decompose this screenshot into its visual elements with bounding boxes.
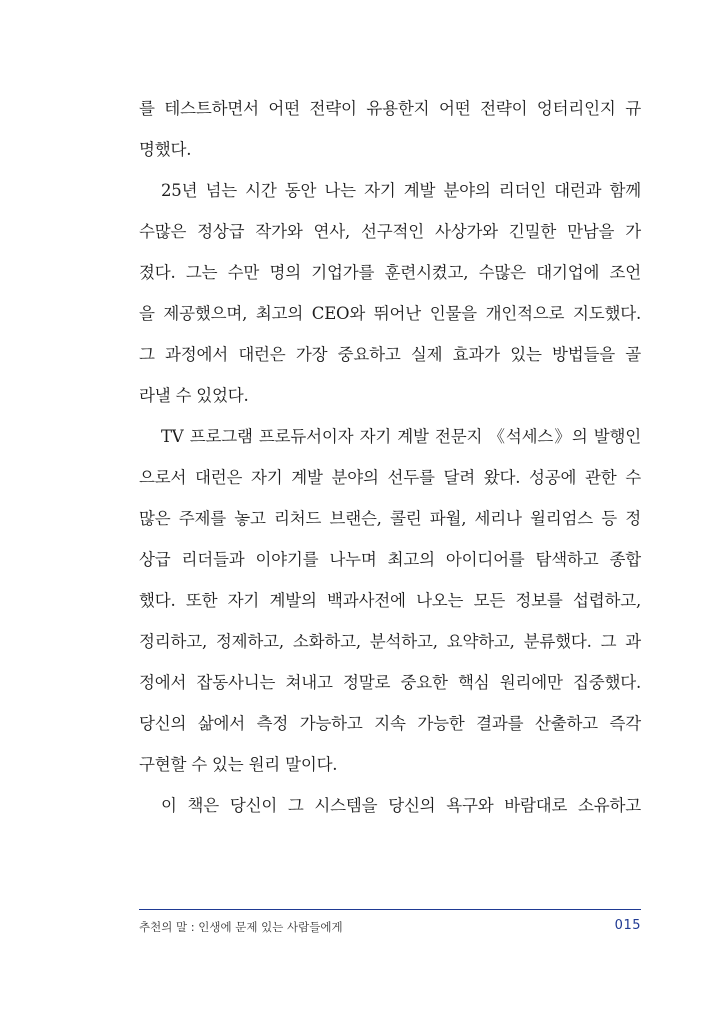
page-number: 015 bbox=[614, 918, 641, 933]
body-line-7: 그 과정에서 대런은 가장 중요하고 실제 효과가 있는 방법들을 골 bbox=[139, 345, 641, 364]
body-line-15: 정에서 잡동사니는 쳐내고 정말로 중요한 핵심 원리에만 집중했다. bbox=[139, 673, 641, 692]
body-line-9: TV 프로그램 프로듀서이자 자기 계발 전문지 《석세스》의 발행인 bbox=[161, 427, 641, 446]
body-line-1: 를 테스트하면서 어떤 전략이 유용한지 어떤 전략이 엉터리인지 규 bbox=[139, 99, 641, 118]
body-line-2: 명했다. bbox=[139, 140, 192, 159]
body-line-17: 구현할 수 있는 원리 말이다. bbox=[139, 755, 338, 774]
body-line-8: 라낼 수 있었다. bbox=[139, 386, 249, 405]
footer-divider bbox=[139, 909, 641, 910]
body-line-11: 많은 주제를 놓고 리처드 브랜슨, 콜린 파월, 세리나 윌리엄스 등 정 bbox=[139, 509, 641, 528]
running-footer-title: 추천의 말 : 인생에 문제 있는 사람들에게 bbox=[139, 920, 343, 934]
body-line-6: 을 제공했으며, 최고의 CEO와 뛰어난 인물을 개인적으로 지도했다. bbox=[139, 304, 641, 323]
body-line-10: 으로서 대런은 자기 계발 분야의 선두를 달려 왔다. 성공에 관한 수 bbox=[139, 468, 641, 487]
body-line-3: 25년 넘는 시간 동안 나는 자기 계발 분야의 리더인 대런과 함께 bbox=[161, 181, 641, 200]
body-line-12: 상급 리더들과 이야기를 나누며 최고의 아이디어를 탐색하고 종합 bbox=[139, 550, 641, 569]
body-line-16: 당신의 삶에서 측정 가능하고 지속 가능한 결과를 산출하고 즉각 bbox=[139, 714, 641, 733]
body-line-4: 수많은 정상급 작가와 연사, 선구적인 사상가와 긴밀한 만남을 가 bbox=[139, 222, 641, 241]
body-text bbox=[139, 88, 641, 826]
body-line-18: 이 책은 당신이 그 시스템을 당신의 욕구와 바람대로 소유하고 bbox=[161, 796, 641, 815]
body-line-14: 정리하고, 정제하고, 소화하고, 분석하고, 요약하고, 분류했다. 그 과 bbox=[139, 632, 641, 651]
body-line-5: 졌다. 그는 수만 명의 기업가를 훈련시켰고, 수많은 대기업에 조언 bbox=[139, 263, 641, 282]
body-line-13: 했다. 또한 자기 계발의 백과사전에 나오는 모든 정보를 섭렵하고, bbox=[139, 591, 641, 610]
